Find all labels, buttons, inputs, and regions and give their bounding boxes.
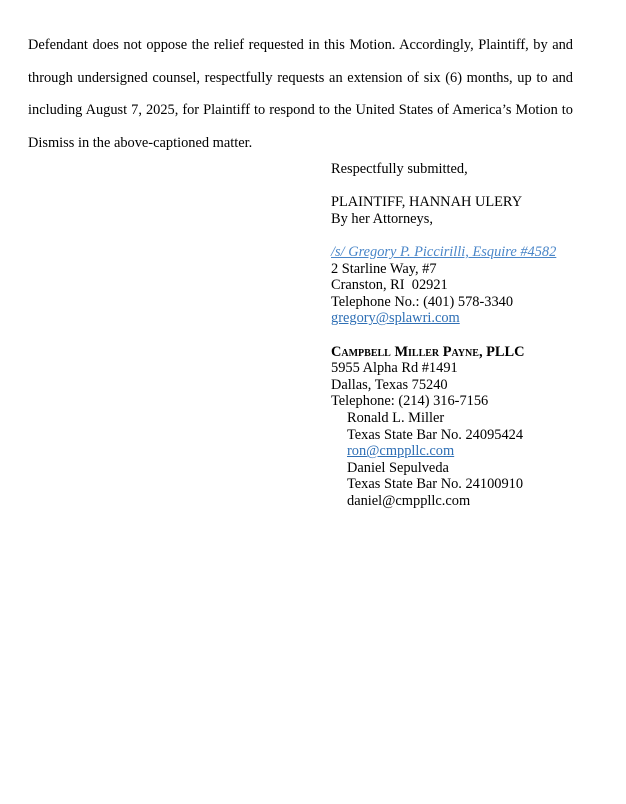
motion-line: through undersigned counsel, respectfully requests an extension of six (6) months, up to and — [28, 69, 573, 86]
closing-text: Respectfully submitted, — [331, 161, 468, 177]
firm-address-2: Dallas, Texas 75240 — [331, 376, 448, 393]
motion-line: Dismiss in the above-captioned matter. — [28, 134, 253, 151]
party-name: PLAINTIFF, HANNAH ULERY — [331, 194, 523, 211]
attorney-email: daniel@cmppllc.com — [347, 492, 471, 509]
signature-block — [331, 161, 621, 509]
attorney-bar-number: Texas State Bar No. 24100910 — [347, 476, 524, 493]
address-line-2: Cranston, RI 02921 — [331, 277, 448, 294]
motion-line: including August 7, 2025, for Plaintiff to respond to the United States of America’s Motion to — [28, 102, 573, 119]
attorney-name: Daniel Sepulveda — [347, 459, 449, 476]
firm-address-1: 5955 Alpha Rd #1491 — [331, 360, 458, 377]
by-attorneys: By her Attorneys, — [331, 210, 433, 227]
attorney-name: Ronald L. Miller — [347, 409, 445, 426]
electronic-signature-link[interactable]: /s/ Gregory P. Piccirilli, Esquire #4582 — [331, 243, 557, 260]
email-link-gregory[interactable]: gregory@splawri.com — [331, 310, 460, 327]
firm-telephone: Telephone: (214) 316-7156 — [331, 393, 489, 410]
motion-line: Defendant does not oppose the relief requested in this Motion. Accordingly, Plaintiff, by and — [28, 37, 573, 53]
motion-paragraph — [28, 29, 573, 159]
email-link-ron[interactable]: ron@cmppllc.com — [347, 443, 455, 460]
firm-name: Campbell Miller Payne, PLLC — [331, 343, 525, 360]
address-line-1: 2 Starline Way, #7 — [331, 260, 437, 277]
attorney-bar-number: Texas State Bar No. 24095424 — [347, 426, 524, 443]
telephone: Telephone No.: (401) 578-3340 — [331, 293, 514, 310]
